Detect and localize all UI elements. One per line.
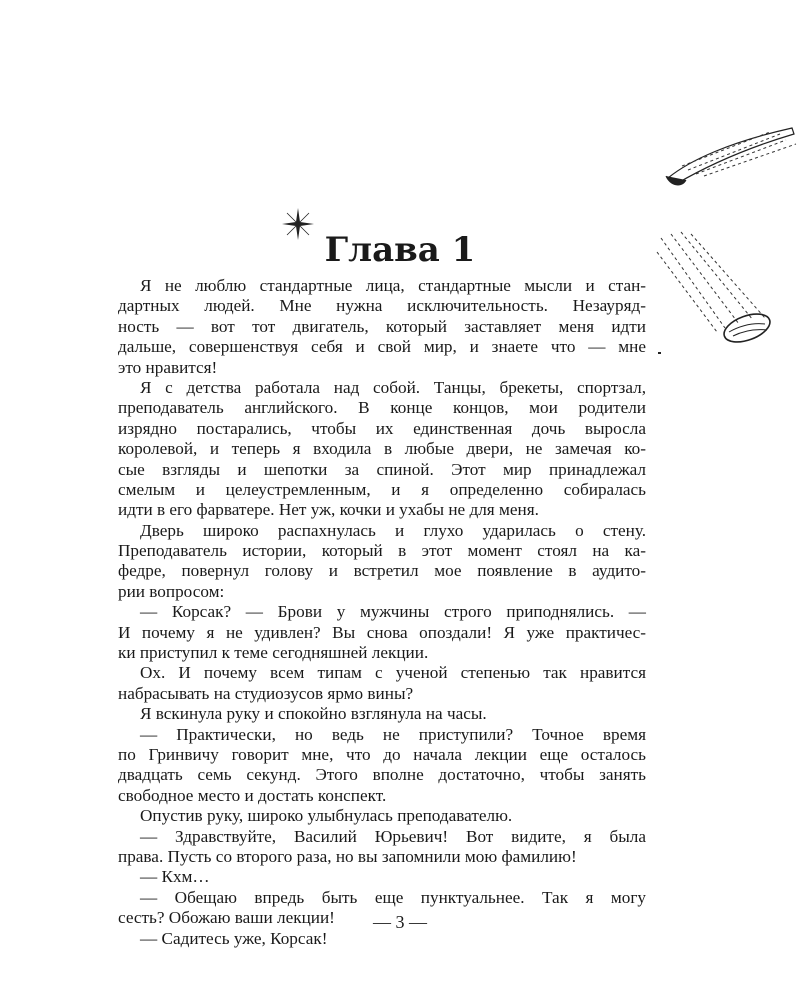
chapter-body <box>118 276 646 949</box>
text-line: королевой, и теперь я входила в любые двери, не замечая ко- <box>118 439 646 459</box>
text-line: Ох. И почему всем типам с ученой степенью так нравится <box>140 663 646 683</box>
text-line: — Садитесь уже, Корсак! <box>140 928 328 948</box>
text-line: дартных людей. Мне нужна исключительность. Незауряд- <box>118 296 646 316</box>
text-line: Я вскинула руку и спокойно взглянула на часы. <box>140 704 487 724</box>
text-line: ки приступил к теме сегодняшней лекции. <box>118 643 429 663</box>
text-line: идти в его фарватере. Нет уж, кочки и ухабы не для меня. <box>118 500 539 520</box>
text-line: — Здравствуйте, Василий Юрьевич! Вот видите, я была <box>140 826 646 846</box>
text-line: И почему я не удивлен? Вы снова опоздали! Я уже практичес- <box>118 622 646 642</box>
text-line: преподаватель английского. В конце концов, мои родители <box>118 398 646 418</box>
text-line: дальше, совершенствуя себя и свой мир, и знаете что — мне <box>118 337 646 357</box>
text-line: рии вопросом: <box>118 581 225 601</box>
text-line: Преподаватель истории, который в этот момент стоял на ка- <box>118 541 646 561</box>
text-line: по Гринвичу говорит мне, что до начала лекции еще осталось <box>118 744 646 764</box>
text-line: — Корсак? — Брови у мужчины строго приподнялись. — <box>140 602 646 622</box>
text-line: сые взгляды и шепотки за спиной. Этот мир принадлежал <box>118 459 646 479</box>
text-line: Опустив руку, широко улыбнулась преподавателю. <box>140 806 513 826</box>
text-line: ность — вот тот двигатель, который заставляет меня идти <box>118 316 646 336</box>
text-line: двадцать семь секунд. Этого вполне достаточно, чтобы занять <box>118 765 646 785</box>
chapter-title: Глава 1 <box>324 230 476 270</box>
comet-icon <box>660 120 800 190</box>
text-line: свободное место и достать конспект. <box>118 785 387 805</box>
text-line: — Практически, но ведь не приступили? Точное время <box>140 724 646 744</box>
page-number: — 3 — <box>373 912 427 932</box>
text-line: Я не люблю стандартные лица, стандартные мысли и стан- <box>140 276 646 295</box>
text-line: — Кхм… <box>140 867 210 887</box>
text-line: федре, повернул голову и встретил мое появление в аудито- <box>118 561 646 581</box>
text-line: права. Пусть со второго раза, но вы запомнили мою фамилию! <box>118 846 577 866</box>
text-line: Я с детства работала над собой. Танцы, брекеты, спортзал, <box>140 377 646 397</box>
text-line: набрасывать на студиозусов ярмо вины? <box>118 683 414 703</box>
text-line: смелым и целеустремленным, и я определенно собиралась <box>118 479 646 499</box>
text-line: изрядно постарались, чтобы их единственная дочь выросла <box>118 418 646 438</box>
text-line: сесть? Обожаю ваши лекции! <box>118 908 335 928</box>
text-line: Дверь широко распахнулась и глухо ударилась о стену. <box>140 520 646 540</box>
text-line: это нравится! <box>118 357 218 377</box>
text-line: — Обещаю впредь быть еще пунктуальнее. Так я могу <box>140 887 646 907</box>
